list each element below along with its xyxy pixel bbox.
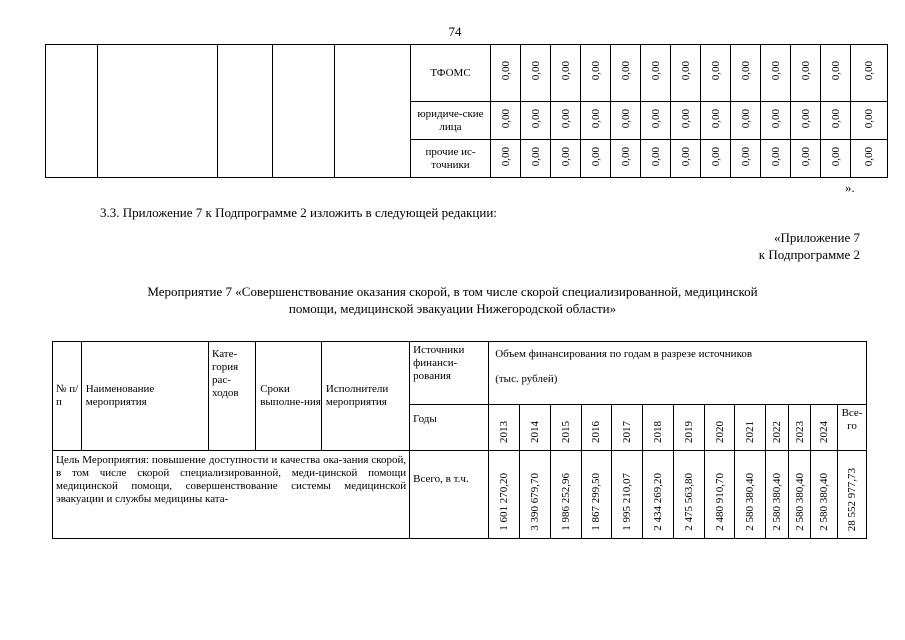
value-cell: 0,00 — [709, 146, 722, 167]
year-label: 2021 — [744, 421, 757, 443]
value-cell: 0,00 — [529, 61, 542, 81]
value-cell: 0,00 — [529, 108, 542, 129]
value-cell: 0,00 — [679, 61, 692, 81]
value-cell: 0,00 — [799, 146, 812, 167]
value-cell: 0,00 — [739, 61, 752, 81]
total-value: 1 601 270,20 — [498, 473, 511, 531]
total-value: 28 552 977,73 — [846, 467, 859, 531]
year-label: 2013 — [498, 421, 511, 443]
empty-cell — [273, 45, 335, 178]
value-cell: 0,00 — [679, 108, 692, 129]
header-category: Кате-гория рас-ходов — [209, 342, 256, 451]
closing-mark: ». — [845, 180, 855, 195]
value-cell: 0,00 — [799, 61, 812, 81]
header-volume — [489, 342, 867, 405]
value-cell: 0,00 — [529, 146, 542, 167]
value-cell: 0,00 — [829, 146, 842, 167]
header-executors: Исполнители мероприятия — [321, 342, 409, 451]
total-value: 2 434 269,20 — [652, 473, 664, 531]
header-sources: Источники финанси-рования — [410, 342, 489, 405]
appendix-line-2: к Подпрограмме 2 — [758, 247, 860, 262]
header-total: Все-го — [838, 405, 867, 451]
value-cell: 0,00 — [649, 108, 662, 129]
total-label: Всего, в т.ч. — [410, 451, 489, 539]
value-cell: 0,00 — [619, 108, 632, 129]
value-cell: 0,00 — [619, 146, 632, 167]
header-name: Наименование мероприятия — [81, 342, 208, 451]
header-number: № п/п — [53, 342, 82, 451]
value-cell: 0,00 — [739, 146, 752, 167]
value-cell: 0,00 — [709, 61, 722, 81]
value-cell: 0,00 — [649, 61, 662, 81]
value-cell: 0,00 — [499, 61, 512, 81]
header-volume-line-1: Объем финансирования по годам в разрезе источников — [495, 348, 753, 360]
value-cell: 0,00 — [679, 146, 692, 167]
total-value: 2 580 380,40 — [793, 473, 806, 531]
value-cell: 0,00 — [589, 146, 602, 167]
header-terms: Сроки выполне-ния — [256, 342, 322, 451]
value-cell: 0,00 — [649, 146, 662, 167]
total-value: 2 580 380,40 — [771, 473, 784, 531]
page-number: 74 — [448, 24, 462, 39]
value-cell: 0,00 — [559, 146, 572, 167]
value-cell: 0,00 — [799, 108, 812, 129]
year-label: 2019 — [682, 421, 695, 443]
header-volume-line-2: (тыс. рублей) — [495, 373, 558, 385]
header-years: Годы — [410, 405, 489, 451]
year-label: 2016 — [590, 421, 603, 443]
year-label: 2018 — [652, 421, 664, 443]
empty-cell — [46, 45, 98, 178]
value-cell: 0,00 — [499, 146, 512, 167]
value-cell: 0,00 — [739, 108, 752, 129]
value-cell: 0,00 — [829, 61, 842, 81]
value-cell: 0,00 — [559, 108, 572, 129]
value-cell: 0,00 — [863, 146, 875, 167]
year-label: 2024 — [818, 421, 831, 443]
year-label: 2015 — [559, 421, 572, 443]
total-value: 2 580 380,40 — [744, 473, 757, 531]
value-cell: 0,00 — [709, 108, 722, 129]
top-table — [45, 44, 888, 178]
main-table — [52, 341, 867, 539]
value-cell: 0,00 — [559, 61, 572, 81]
value-cell: 0,00 — [589, 108, 602, 129]
empty-cell — [218, 45, 273, 178]
value-cell: 0,00 — [589, 61, 602, 81]
year-label: 2023 — [793, 421, 806, 443]
total-value: 2 475 563,80 — [682, 473, 695, 531]
value-cell: 0,00 — [769, 108, 782, 129]
value-cell: 0,00 — [863, 61, 875, 81]
year-label: 2022 — [771, 421, 784, 443]
source-label: ТФОМС — [411, 45, 491, 102]
total-value: 1 995 210,07 — [621, 473, 634, 531]
appendix-line-1: «Приложение 7 — [773, 230, 860, 245]
total-value: 1 986 252,96 — [559, 473, 572, 531]
total-value: 2 480 910,70 — [713, 473, 726, 531]
value-cell: 0,00 — [619, 61, 632, 81]
value-cell: 0,00 — [769, 146, 782, 167]
source-label: юридиче-ские лица — [411, 102, 491, 140]
total-value: 1 867 299,50 — [590, 473, 603, 531]
total-value: 2 580 380,40 — [818, 473, 831, 531]
empty-cell — [98, 45, 218, 178]
year-label: 2014 — [528, 421, 541, 443]
value-cell: 0,00 — [769, 61, 782, 81]
empty-cell — [335, 45, 411, 178]
title-line-2: помощи, медицинской эвакуации Нижегородской области» — [288, 301, 617, 316]
title-line-1: Мероприятие 7 «Совершенствование оказания скорой, в том числе скорой специализированной, медицинской — [147, 284, 758, 299]
instruction-text: 3.3. Приложение 7 к Подпрограмме 2 изложить в следующей редакции: — [100, 205, 497, 220]
value-cell: 0,00 — [829, 108, 842, 129]
value-cell: 0,00 — [499, 108, 512, 129]
total-value: 3 390 679,70 — [528, 473, 541, 531]
year-label: 2017 — [621, 421, 634, 443]
year-label: 2020 — [713, 421, 726, 443]
source-label: прочие ис-точники — [411, 140, 491, 178]
goal-text: Цель Мероприятия: повышение доступности и качества ока-зания скорой, в том числе скорой специализированной, меди-цинской помощи медицинской помощи, совершенствование системы медицинской эвакуации и службы медицины ката- — [53, 451, 410, 539]
value-cell: 0,00 — [863, 108, 875, 129]
